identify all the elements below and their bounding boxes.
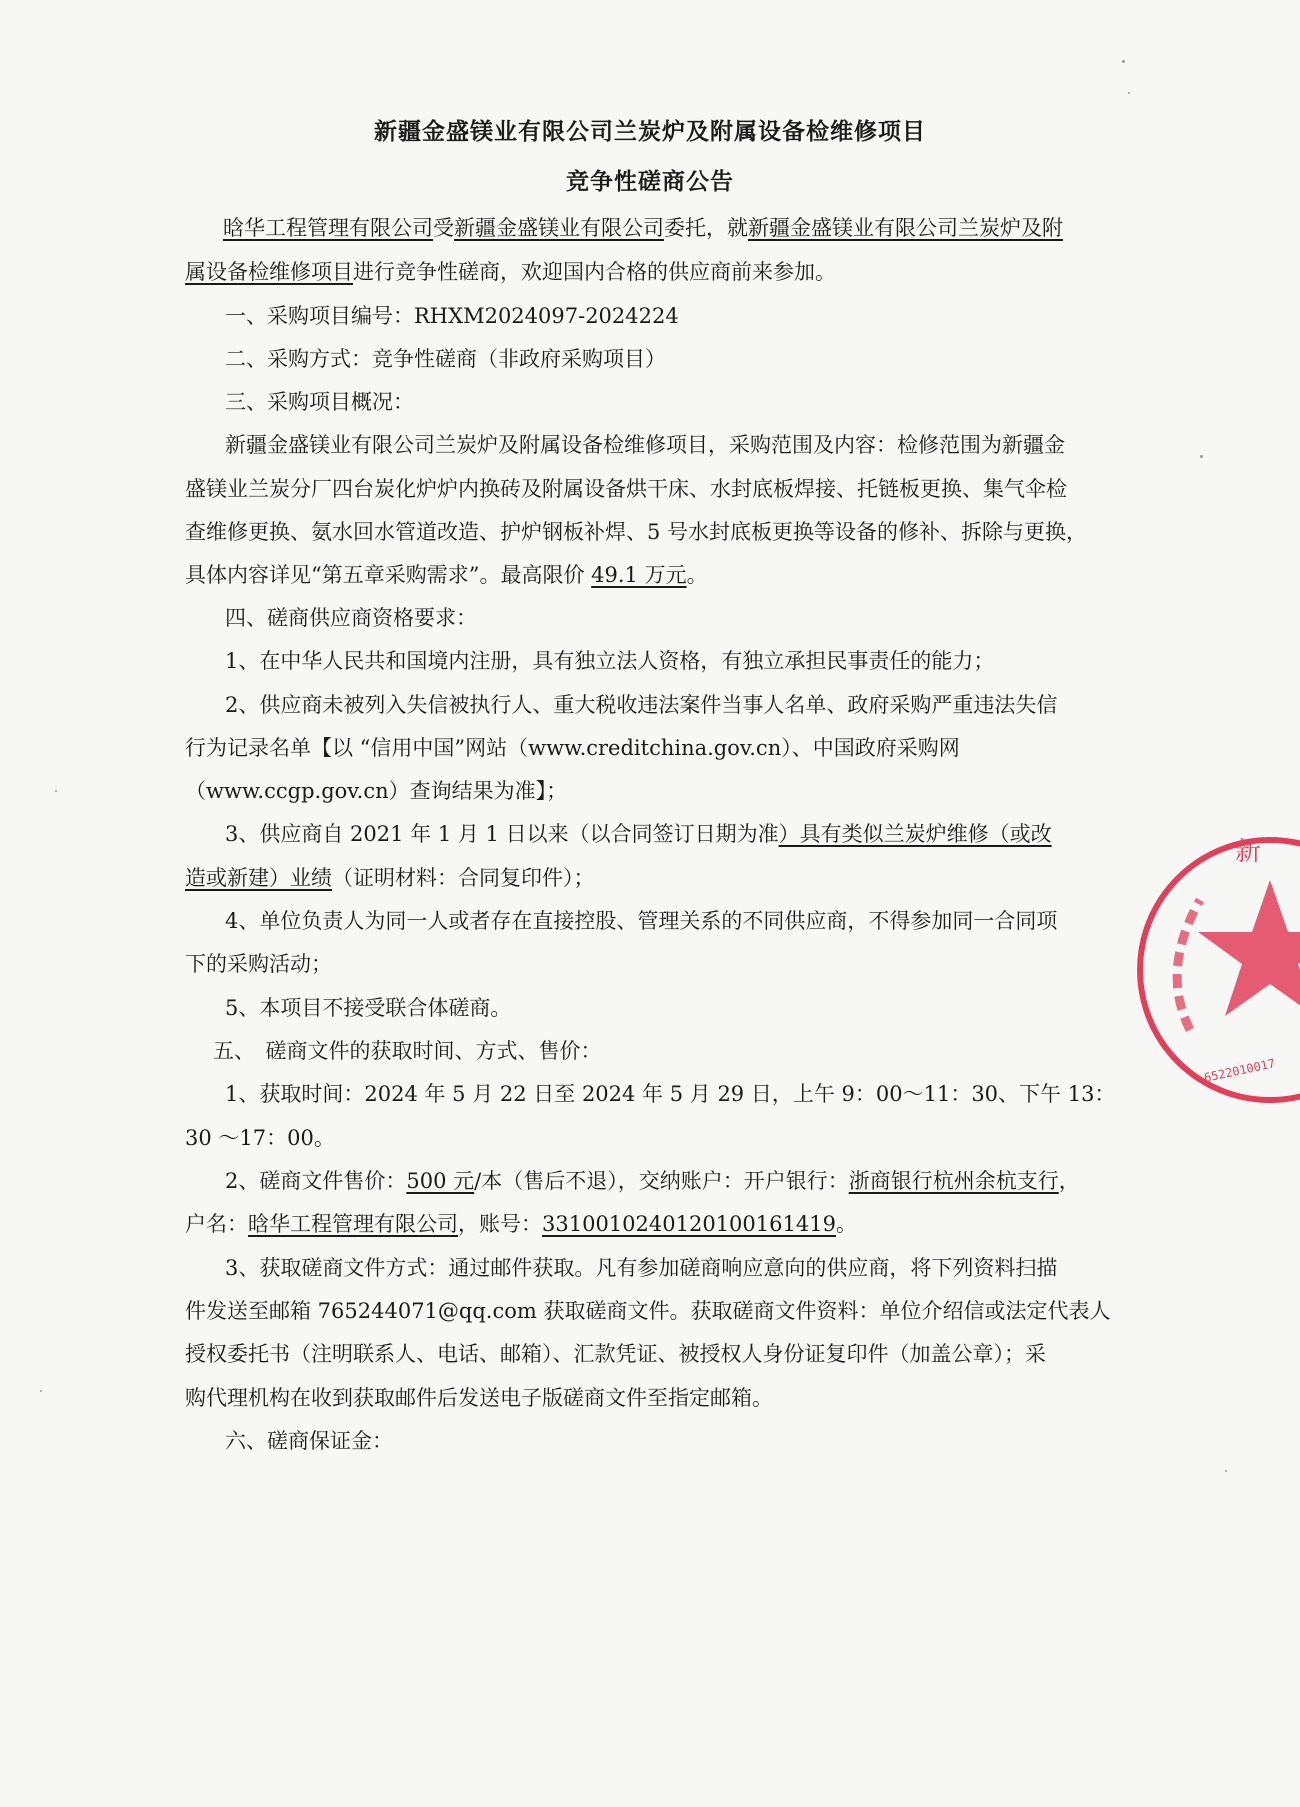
requirement-2-line-2: 行为记录名单【以 “信用中国”网站（www.creditchina.gov.cn）、中国政府采购网 [185, 736, 960, 760]
requirement-5: 5、本项目不接受联合体磋商。 [225, 996, 512, 1020]
section-5-heading: 五、 磋商文件的获取时间、方式、售价： [213, 1039, 602, 1063]
acquire-time-line-1: 1、获取时间：2024 年 5 月 22 日至 2024 年 5 月 29 日，上午 9：00～11：30、下午 13： [225, 1082, 1116, 1106]
agency-name: 晗华工程管理有限公司 [223, 216, 433, 240]
section-4-heading: 四、磋商供应商资格要求： [225, 606, 477, 630]
price-line-2: 户名：晗华工程管理有限公司，账号：3310010240120100161419。 [185, 1212, 857, 1236]
section-3-line-2: 盛镁业兰炭分厂四台炭化炉炉内换砖及附属设备烘干床、水封底板焊接、托链板更换、集气伞检 [185, 477, 1067, 501]
document-price: 500 元 [406, 1169, 475, 1193]
project-name-b: 属设备检维修项目 [185, 260, 353, 284]
section-3-line-3: 查维修更换、氨水回水管道改造、护炉钢板补焊、5 号水封底板更换等设备的修补、拆除与更换， [185, 520, 1088, 544]
acquire-method-line-4: 购代理机构在收到获取邮件后发送电子版磋商文件至指定邮箱。 [185, 1386, 773, 1410]
seal-script-text [1177, 900, 1200, 1030]
requirement-4-line-2: 下的采购活动； [185, 952, 332, 976]
acquire-time-line-2: 30 ～17：00。 [185, 1126, 335, 1150]
section-3-line-1: 新疆金盛镁业有限公司兰炭炉及附属设备检维修项目，采购范围及内容：检修范围为新疆金 [225, 433, 1065, 457]
intro-line-1: 晗华工程管理有限公司受新疆金盛镁业有限公司委托，就新疆金盛镁业有限公司兰炭炉及附 [223, 216, 1063, 240]
section-3-line-4: 具体内容详见“第五章采购需求”。最高限价 49.1 万元。 [185, 563, 708, 587]
account-name: 晗华工程管理有限公司 [248, 1212, 458, 1236]
acquire-method-line-2: 件发送至邮箱 765244071@qq.com 获取磋商文件。获取磋商文件资料：单位介绍信或法定代表人 [185, 1299, 1111, 1323]
requirement-2-line-1: 2、供应商未被列入失信被执行人、重大税收违法案件当事人名单、政府采购严重违法失信 [225, 693, 1058, 717]
requirement-3-line-2: 造或新建）业绩（证明材料：合同复印件）； [185, 866, 595, 890]
section-6-heading: 六、磋商保证金： [225, 1429, 393, 1453]
document-title: 新疆金盛镁业有限公司兰炭炉及附属设备检维修项目 [374, 118, 926, 145]
account-number: 3310010240120100161419 [542, 1212, 836, 1236]
requirement-1: 1、在中华人民共和国境内注册，具有独立法人资格，有独立承担民事责任的能力； [225, 649, 995, 673]
seal-number: 6522010017 [1202, 1056, 1277, 1085]
max-price: 49.1 万元 [591, 563, 687, 587]
document-subtitle: 竞争性磋商公告 [566, 168, 734, 195]
section-1: 一、采购项目编号：RHXM2024097-2024224 [225, 304, 679, 328]
seal-star-icon [1198, 880, 1300, 1016]
bank-name: 浙商银行杭州余杭支行 [848, 1169, 1059, 1193]
acquire-method-line-3: 授权委托书（注明联系人、电话、邮箱）、汇款凭证、被授权人身份证复印件（加盖公章）；采 [185, 1342, 1046, 1366]
client-name: 新疆金盛镁业有限公司 [454, 216, 664, 240]
intro-line-2: 属设备检维修项目进行竞争性磋商，欢迎国内合格的供应商前来参加。 [185, 260, 836, 284]
requirement-4-line-1: 4、单位负责人为同一人或者存在直接控股、管理关系的不同供应商，不得参加同一合同项 [225, 909, 1058, 933]
acquire-method-line-1: 3、获取磋商文件方式：通过邮件获取。凡有参加磋商响应意向的供应商，将下列资料扫描 [225, 1256, 1058, 1280]
project-name-a: 新疆金盛镁业有限公司兰炭炉及附 [748, 216, 1063, 240]
section-2: 二、采购方式：竞争性磋商（非政府采购项目） [225, 347, 666, 371]
requirement-3-line-1: 3、供应商自 2021 年 1 月 1 日以来（以合同签订日期为准）具有类似兰炭炉维修（或改 [225, 822, 1052, 846]
requirement-2-line-3: （www.ccgp.gov.cn）查询结果为准】； [185, 779, 568, 803]
seal-char: 新 [1235, 837, 1262, 867]
section-3-heading: 三、采购项目概况： [225, 390, 414, 414]
official-seal-stamp [1120, 820, 1300, 1120]
price-line-1: 2、磋商文件售价：500 元/本（售后不退），交纳账户：开户银行：浙商银行杭州余杭支行， [225, 1169, 1080, 1193]
